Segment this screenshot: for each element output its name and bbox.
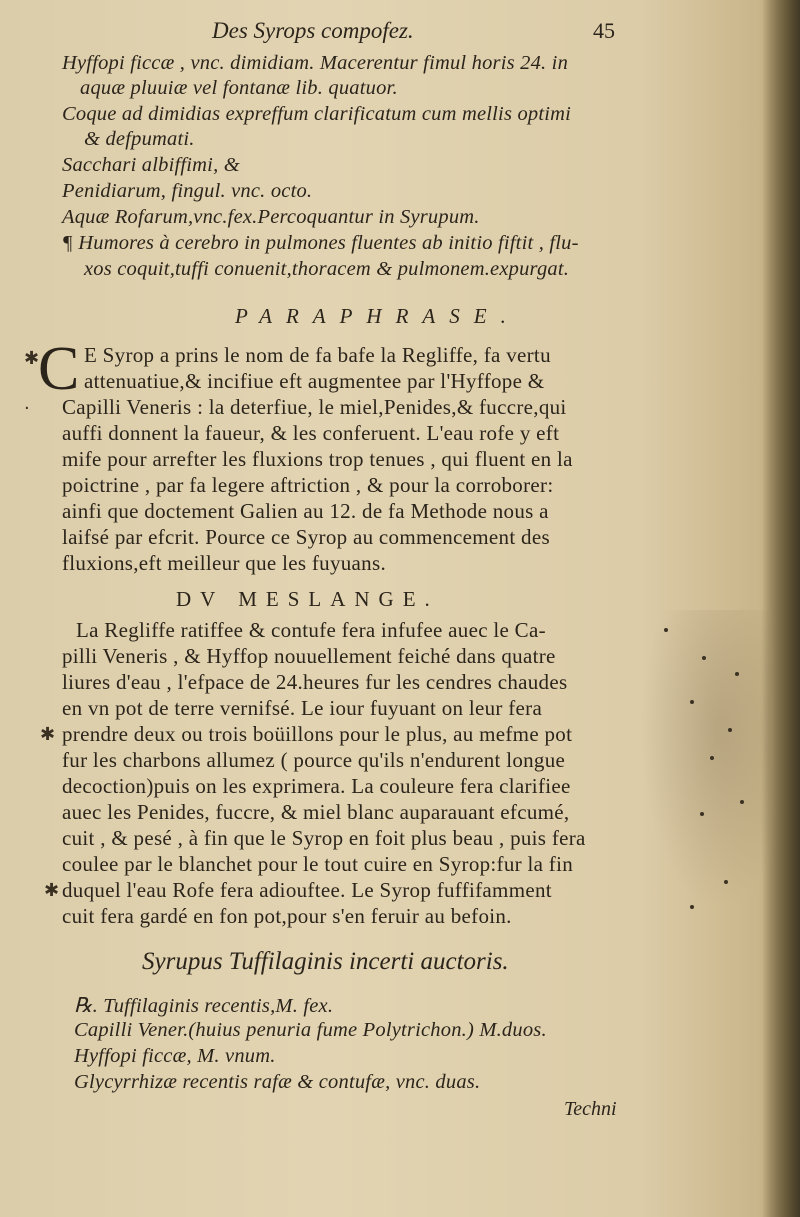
ink-speck xyxy=(690,905,694,909)
tussilago-heading: Syrupus Tuffilaginis incerti auctoris. xyxy=(142,948,509,975)
meslange-heading: DV MESLANGE. xyxy=(176,587,439,611)
paraphrase-line: ainfi que doctement Galien au 12. de fa Methode nous a xyxy=(62,499,549,523)
ink-speck xyxy=(735,672,739,676)
margin-mark: ✱ xyxy=(44,880,60,901)
page-binding-shadow xyxy=(762,0,800,1217)
ink-speck xyxy=(728,728,732,732)
paper-stain xyxy=(640,610,770,910)
ink-speck xyxy=(690,700,694,704)
meslange-line: cuit , & pesé , à fin que le Syrop en foit plus beau , puis fera xyxy=(62,826,586,850)
running-head: Des Syrops compofez. xyxy=(212,18,414,43)
recipe-line: ¶ Humores à cerebro in pulmones fluentes ab initio fiftit , flu- xyxy=(62,232,579,254)
page-number: 45 xyxy=(593,18,615,43)
drop-cap: C xyxy=(38,335,80,403)
meslange-line: liures d'eau , l'efpace de 24.heures fur les cendres chaudes xyxy=(62,670,568,694)
tussilago-line: ℞. Tuffilaginis recentis,M. fex. xyxy=(74,995,334,1017)
recipe-line: Penidiarum, fingul. vnc. octo. xyxy=(62,180,313,202)
recipe-line: Sacchari albiffimi, & xyxy=(62,154,240,176)
tussilago-line: Hyffopi ficcæ, M. vnum. xyxy=(74,1045,276,1067)
ink-speck xyxy=(724,880,728,884)
paraphrase-line: laifsé par efcrit. Pource ce Syrop au commencement des xyxy=(62,525,550,549)
tussilago-line: Capilli Vener.(huius penuria fume Polytrichon.) M.duos. xyxy=(74,1019,547,1041)
paraphrase-line: auffi donnent la faueur, & les conferuent. L'eau rofe y eft xyxy=(62,421,560,445)
recipe-line: Coque ad dimidias expreffum clarificatum cum mellis optimi xyxy=(62,103,572,125)
meslange-line: fur les charbons allumez ( pource qu'ils n'endurent longue xyxy=(62,748,566,772)
ink-speck xyxy=(740,800,744,804)
meslange-line: cuit fera gardé en fon pot,pour s'en feruir au befoin. xyxy=(62,904,512,928)
margin-mark: · xyxy=(24,398,30,419)
recipe-line: xos coquit,tuffi conuenit,thoracem & pulmonem.expurgat. xyxy=(84,258,570,280)
meslange-line: pilli Veneris , & Hyffop nouuellement feiché dans quatre xyxy=(62,644,556,668)
tussilago-line: Glycyrrhizæ recentis rafæ & contufæ, vnc. duas. xyxy=(74,1071,481,1093)
ink-speck xyxy=(700,812,704,816)
paraphrase-line: E Syrop a prins le nom de fa bafe la Regliffe, fa vertu xyxy=(84,343,551,367)
recipe-line: Aquæ Rofarum,vnc.fex.Percoquantur in Syrupum. xyxy=(62,206,480,228)
paraphrase-heading: PARAPHRASE. xyxy=(235,304,520,328)
paraphrase-line: fluxions,eft meilleur que les fuyuans. xyxy=(62,551,386,575)
meslange-line: La Regliffe ratiffee & contufe fera infufee auec le Ca- xyxy=(76,618,546,642)
ink-speck xyxy=(702,656,706,660)
meslange-line: auec les Penides, fuccre, & miel blanc auparauant efcumé, xyxy=(62,800,570,824)
meslange-line: coulee par le blanchet pour le tout cuire en Syrop:fur la fin xyxy=(62,852,574,876)
paraphrase-line: attenuatiue,& incifiue eft augmentee par l'Hyffope & xyxy=(84,369,545,393)
paraphrase-line: poictrine , par fa legere aftriction , & pour la corroborer: xyxy=(62,473,554,497)
paraphrase-line: Capilli Veneris : la deterfiue, le miel,Penides,& fuccre,qui xyxy=(62,395,567,419)
meslange-line: decoction)puis on les exprimera. La couleure fera clarifiee xyxy=(62,774,571,798)
recipe-line: aquæ pluuiæ vel fontanæ lib. quatuor. xyxy=(80,77,398,99)
recipe-line: Hyffopi ficcæ , vnc. dimidiam. Macerentur fimul horis 24. in xyxy=(62,52,569,74)
meslange-line: prendre deux ou trois boüillons pour le plus, au mefme pot xyxy=(62,722,573,746)
ink-speck xyxy=(664,628,668,632)
page-header xyxy=(0,12,760,48)
ink-speck xyxy=(710,756,714,760)
meslange-line: en vn pot de terre vernifsé. Le iour fuyuant on leur fera xyxy=(62,696,543,720)
paraphrase-line: mife pour arrefter les fluxions trop tenues , qui fluent en la xyxy=(62,447,573,471)
margin-mark: ✱ xyxy=(40,724,56,745)
catchword: Techni xyxy=(564,1098,617,1120)
margin-mark: ✱ xyxy=(24,348,40,369)
meslange-line: duquel l'eau Rofe fera adiouftee. Le Syrop fuffifamment xyxy=(62,878,552,902)
recipe-line: & defpumati. xyxy=(84,128,195,150)
